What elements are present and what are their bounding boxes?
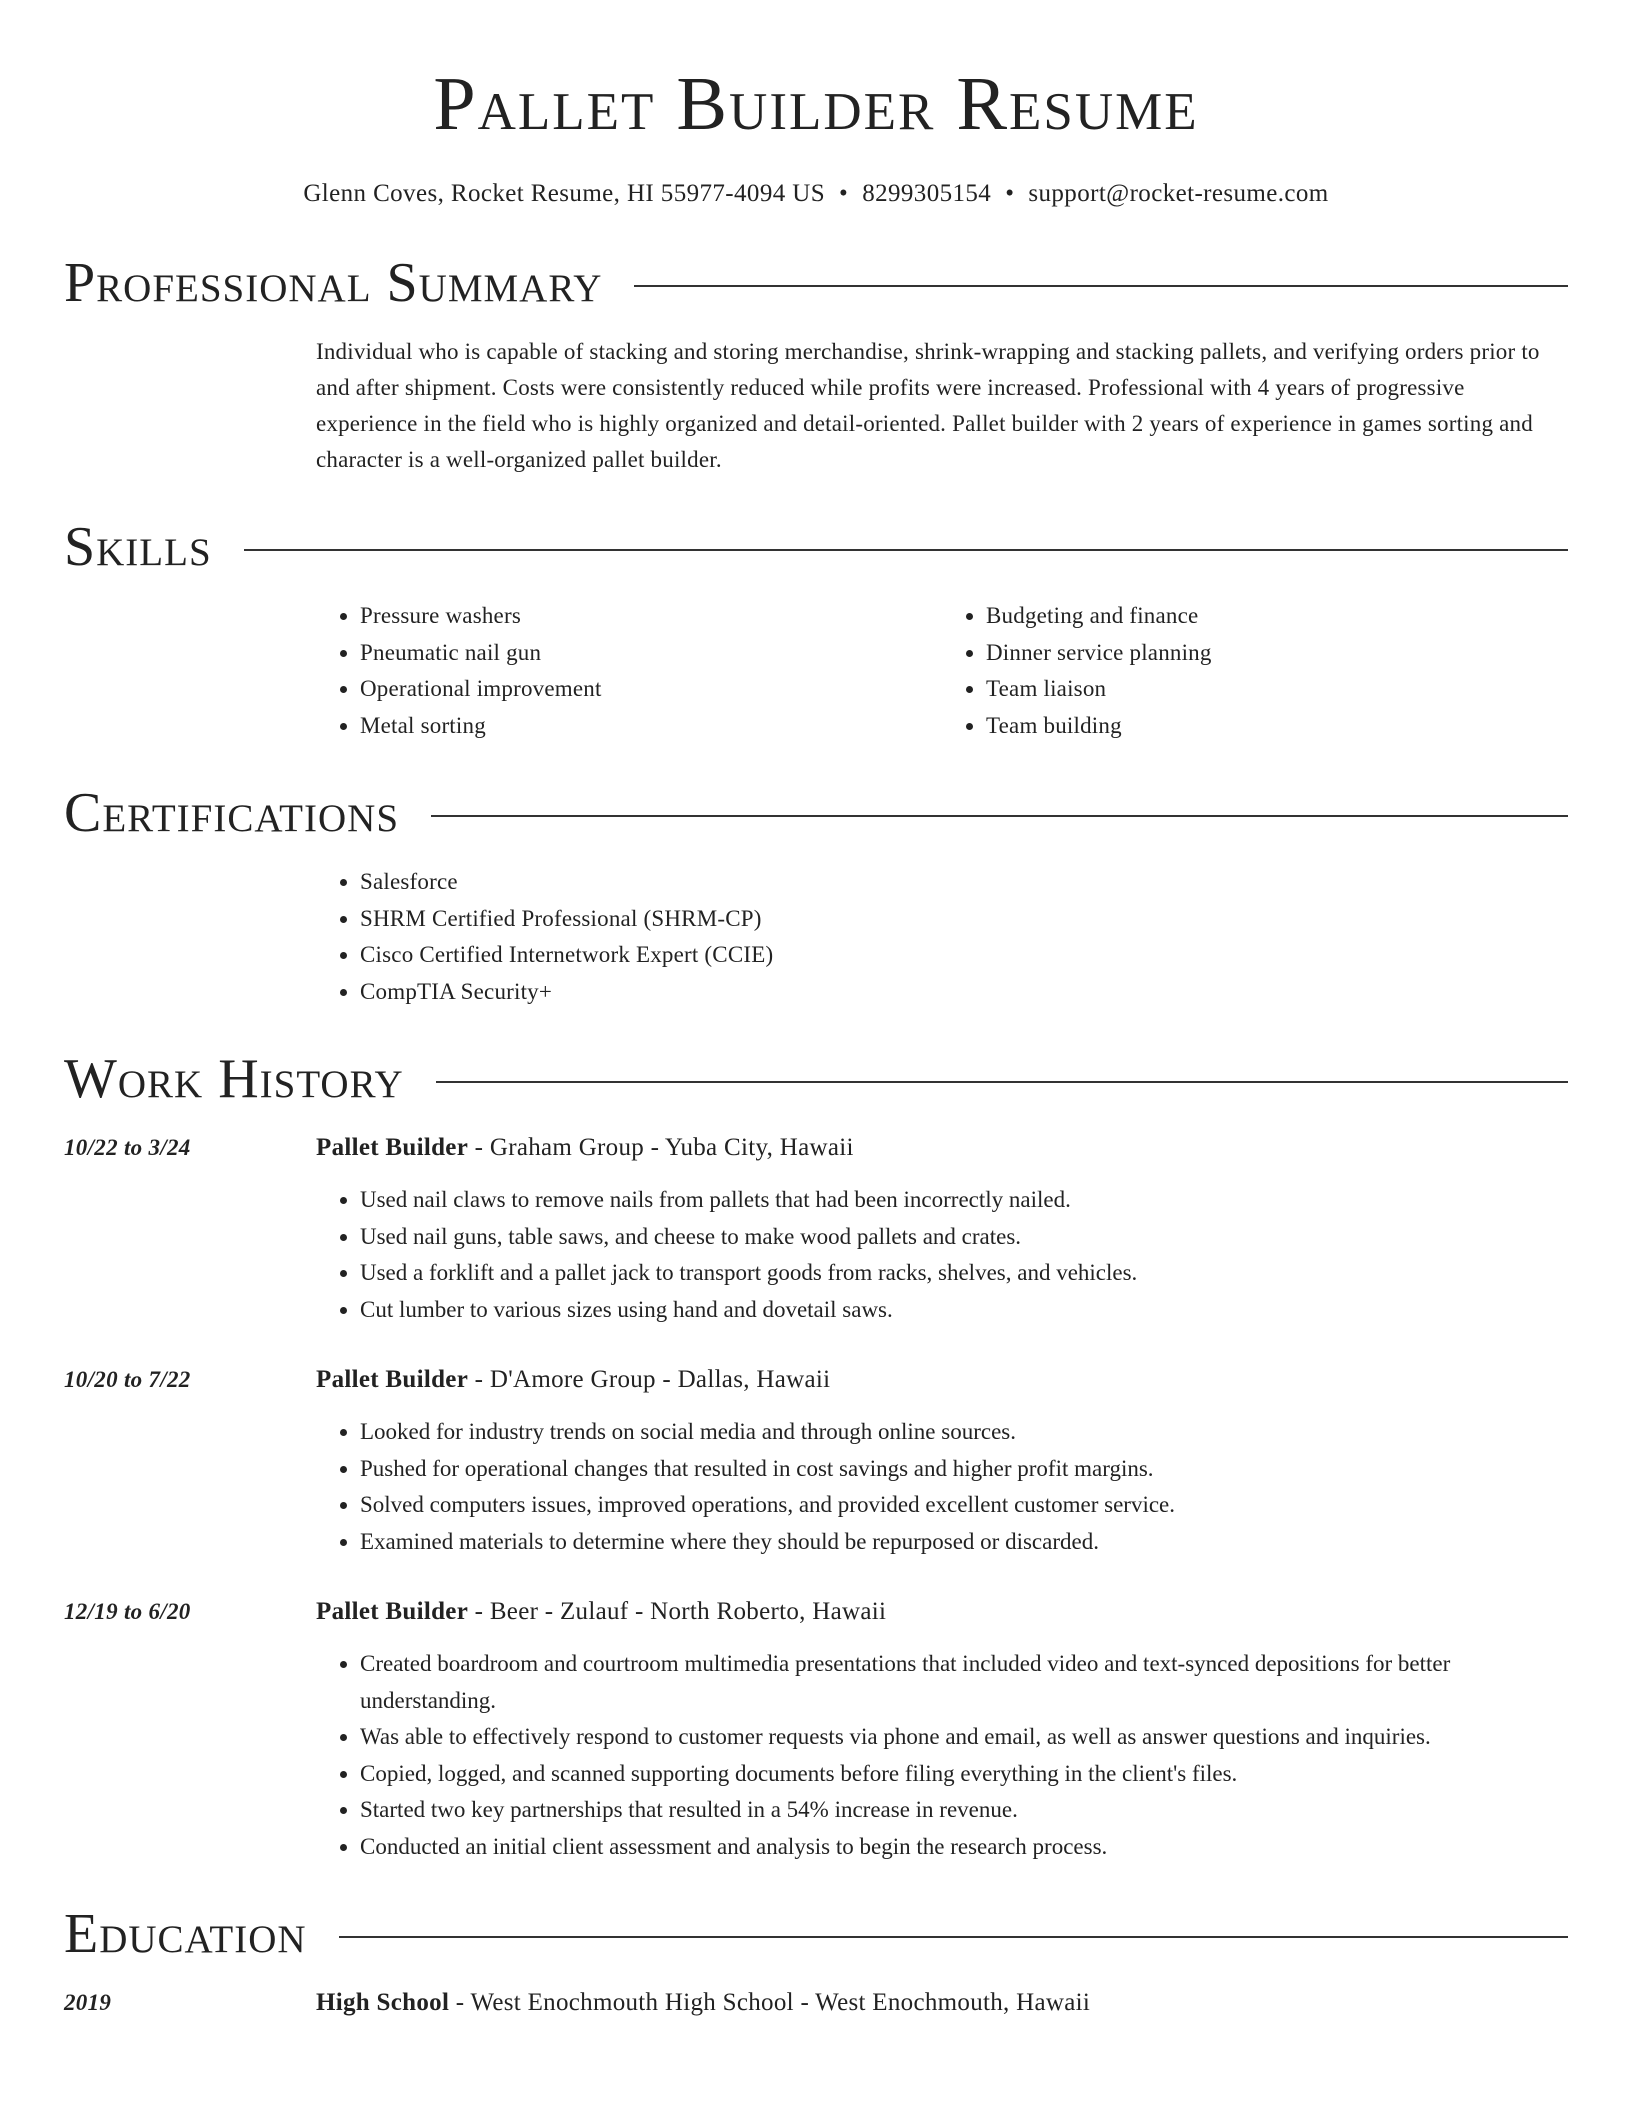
skills-section-header [64,512,1568,582]
job-company: - Graham Group - Yuba City, Hawaii [468,1134,854,1161]
education-degree: High School [316,1989,450,2016]
education-entry [64,1985,1568,2021]
job-dates: 12/19 to 6/20 [64,1599,191,1624]
job-bullet: • Copied, logged, and scanned supporting documents before filing everything in the client's files. [360,1756,1568,1793]
skills-right-column [942,598,1568,744]
work-section-header [64,1044,1568,1114]
section-rule [431,815,1568,817]
skill-item: • Metal sorting [360,708,942,745]
job-bullet: • Was able to effectively respond to customer requests via phone and email, as well as answer questions and inquiries. [360,1719,1568,1756]
education-school: - West Enochmouth High School - West Enochmouth, Hawaii [449,1989,1091,2016]
contact-separator: • [1005,180,1015,207]
job-bullets [316,1182,1568,1328]
job-bullets [316,1414,1568,1560]
skill-item: • Pneumatic nail gun [360,635,942,672]
job-details [316,1594,1568,1865]
certifications-heading: Certifications [64,782,400,844]
job-company: - Beer - Zulauf - North Roberto, Hawaii [468,1598,887,1625]
certifications-list [316,864,1568,1010]
summary-text: Individual who is capable of stacking and storing merchandise, shrink-wrapping and stacking pallets, and verifying orders prior to and after shipment. Costs were consistently reduced while profits were increased. Professional with 4 years of progressive experience in the field who is highly organized and detail-oriented. Pallet builder with 2 years of experience in games sorting and character is a well-organized pallet builder. [316,339,1540,472]
job-title-line [316,1362,1568,1398]
job-title-line [316,1594,1568,1630]
section-rule [436,1081,1568,1083]
contact-address: Glenn Coves, Rocket Resume, HI 55977-4094 US [303,180,826,207]
job-title: Pallet Builder [316,1134,469,1161]
job-title-line [316,1130,1568,1166]
resume-page [64,0,1568,2021]
certification-item: • Salesforce [360,864,1568,901]
skills-left-column [316,598,942,744]
job-title: Pallet Builder [316,1366,469,1393]
job-bullet: • Solved computers issues, improved operations, and provided excellent customer service. [360,1487,1568,1524]
contact-line [64,178,1568,210]
job-entry [64,1362,1568,1560]
skills-list [316,598,1568,744]
job-dates: 10/20 to 7/22 [64,1367,191,1392]
job-details [316,1130,1568,1328]
resume-title: Pallet Builder Resume [433,62,1199,146]
skill-item: • Team liaison [986,671,1568,708]
summary-heading: Professional Summary [64,252,603,314]
education-details [316,1985,1568,2021]
skill-item: • Team building [986,708,1568,745]
section-rule [634,285,1568,287]
skill-item: • Pressure washers [360,598,942,635]
job-entry [64,1594,1568,1865]
job-bullets [316,1646,1568,1865]
job-bullet: • Looked for industry trends on social media and through online sources. [360,1414,1568,1451]
job-bullet: • Created boardroom and courtroom multimedia presentations that included video and text-synced depositions for better understanding. [360,1646,1568,1719]
education-section-header [64,1899,1568,1969]
job-dates: 10/22 to 3/24 [64,1135,191,1160]
contact-separator: • [839,180,849,207]
job-bullet: • Conducted an initial client assessment and analysis to begin the research process. [360,1829,1568,1866]
job-details [316,1362,1568,1560]
section-rule [339,1936,1568,1938]
job-bullet: • Used nail claws to remove nails from pallets that had been incorrectly nailed. [360,1182,1568,1219]
summary-section-header [64,248,1568,318]
job-bullet: • Examined materials to determine where they should be repurposed or discarded. [360,1524,1568,1561]
certification-item: • CompTIA Security+ [360,974,1568,1011]
skill-item: • Budgeting and finance [986,598,1568,635]
job-entry [64,1130,1568,1328]
section-rule [244,549,1568,551]
job-bullet: • Used a forklift and a pallet jack to transport goods from racks, shelves, and vehicles. [360,1255,1568,1292]
education-year: 2019 [64,1990,112,2015]
job-bullet: • Cut lumber to various sizes using hand and dovetail saws. [360,1292,1568,1329]
education-heading: Education [64,1903,307,1965]
job-bullet: • Started two key partnerships that resulted in a 54% increase in revenue. [360,1792,1568,1829]
contact-phone: 8299305154 [862,180,992,207]
certifications-section-header [64,778,1568,848]
education-line [316,1985,1568,2021]
job-bullet: • Pushed for operational changes that resulted in cost savings and higher profit margins. [360,1451,1568,1488]
skills-heading: Skills [64,516,212,578]
skill-item: • Dinner service planning [986,635,1568,672]
job-bullet: • Used nail guns, table saws, and cheese to make wood pallets and crates. [360,1219,1568,1256]
certification-item: • SHRM Certified Professional (SHRM-CP) [360,901,1568,938]
work-heading: Work History [64,1048,404,1110]
contact-email[interactable]: support@rocket-resume.com [1028,180,1329,207]
certification-item: • Cisco Certified Internetwork Expert (CCIE) [360,937,1568,974]
skill-item: • Operational improvement [360,671,942,708]
job-company: - D'Amore Group - Dallas, Hawaii [468,1366,831,1393]
job-title: Pallet Builder [316,1598,469,1625]
